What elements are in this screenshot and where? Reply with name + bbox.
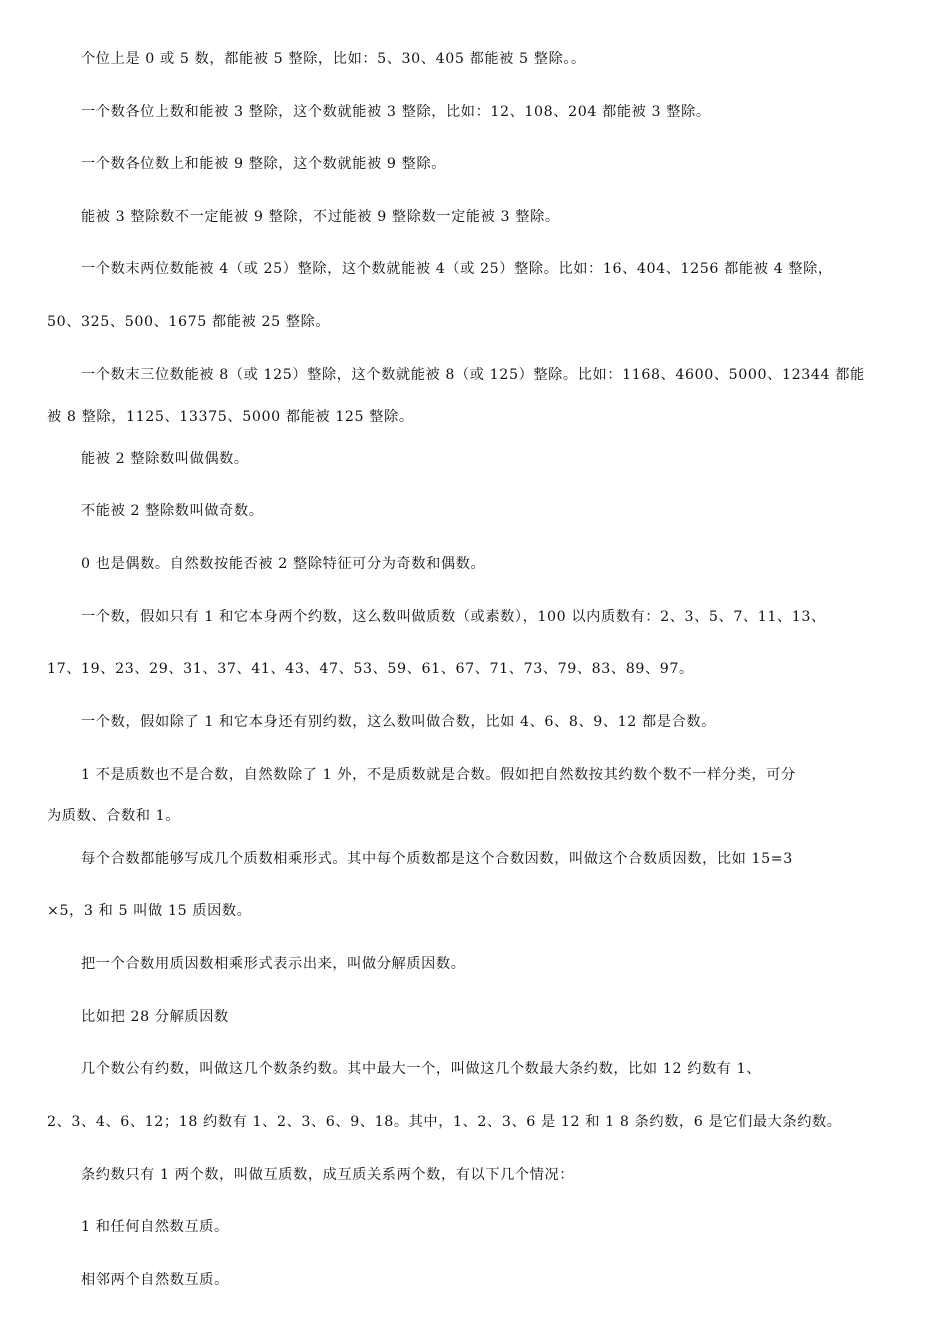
paragraph-continuation: ×5，3 和 5 叫做 15 质因数。 [47,903,252,919]
paragraph: 一个数各位上数和能被 3 整除，这个数就能被 3 整除，比如：12、108、204 都能被 3 整除。 [81,104,711,120]
paragraph: 1 和任何自然数互质。 [81,1219,229,1235]
paragraph: 一个数，假如只有 1 和它本身两个约数，这么数叫做质数（或素数），100 以内质数有：2、3、5、7、11、13、 [81,609,826,625]
paragraph: 个位上是 0 或 5 数，都能被 5 整除，比如：5、30、405 都能被 5 整除。。 [81,51,586,67]
paragraph: 一个数末两位数能被 4（或 25）整除，这个数就能被 4（或 25）整除。比如：16、404、1256 都能被 4 整除， [81,261,833,277]
paragraph-continuation: 为质数、合数和 1。 [47,808,181,824]
paragraph: 一个数，假如除了 1 和它本身还有别约数，这么数叫做合数，比如 4、6、8、9、12 都是合数。 [81,714,716,730]
paragraph: 条约数只有 1 两个数，叫做互质数，成互质关系两个数，有以下几个情况： [81,1167,575,1183]
paragraph: 几个数公有约数，叫做这几个数条约数。其中最大一个，叫做这几个数最大条约数，比如 12 约数有 1、 [81,1061,762,1077]
paragraph: 1 不是质数也不是合数，自然数除了 1 外，不是质数就是合数。假如把自然数按其约数个数不一样分类，可分 [81,767,796,783]
paragraph: 一个数各位数上和能被 9 整除，这个数就能被 9 整除。 [81,156,447,172]
paragraph: 0 也是偶数。自然数按能否被 2 整除特征可分为奇数和偶数。 [81,556,486,572]
paragraph-continuation: 2、3、4、6、12；18 约数有 1、2、3、6、9、18。其中，1、2、3、6 是 12 和 1 8 条约数，6 是它们最大条约数。 [47,1114,842,1130]
paragraph: 能被 3 整除数不一定能被 9 整除，不过能被 9 整除数一定能被 3 整除。 [81,209,560,225]
paragraph: 每个合数都能够写成几个质数相乘形式。其中每个质数都是这个合数因数，叫做这个合数质因数，比如 15=3 [81,851,793,867]
paragraph: 比如把 28 分解质因数 [81,1009,229,1025]
paragraph: 能被 2 整除数叫做偶数。 [81,451,249,467]
paragraph-continuation: 17、19、23、29、31、37、41、43、47、53、59、61、67、71、73、79、83、89、97。 [47,661,694,677]
paragraph-continuation: 被 8 整除，1125、13375、5000 都能被 125 整除。 [47,409,414,425]
paragraph: 一个数末三位数能被 8（或 125）整除，这个数就能被 8（或 125）整除。比如：1168、4600、5000、12344 都能 [81,367,865,383]
paragraph: 不能被 2 整除数叫做奇数。 [81,503,264,519]
paragraph-continuation: 50、325、500、1675 都能被 25 整除。 [47,314,331,330]
paragraph: 相邻两个自然数互质。 [81,1272,229,1288]
paragraph: 把一个合数用质因数相乘形式表示出来，叫做分解质因数。 [81,956,466,972]
